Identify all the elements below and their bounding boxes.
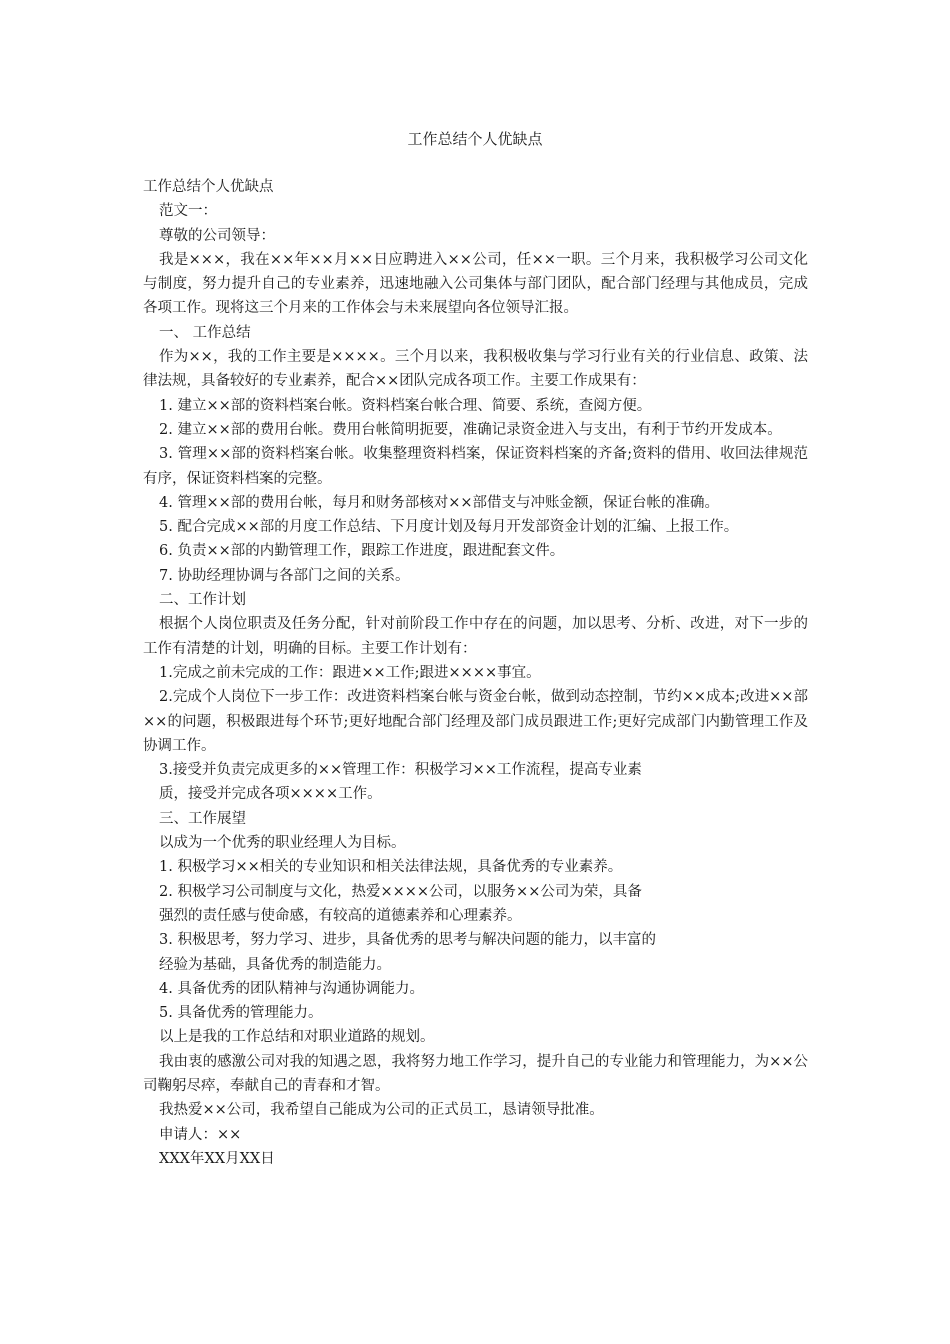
list-item-continuation: 经验为基础，具备优秀的制造能力。 bbox=[159, 956, 391, 973]
list-item: 2. 积极学习公司制度与文化，热爱××××公司，以服务××公司为荣，具备 bbox=[159, 883, 642, 900]
doc-heading: 工作总结个人优缺点 bbox=[143, 179, 274, 195]
list-item: 6. 负责××部的内勤管理工作，跟踪工作进度，跟进配套文件。 bbox=[159, 543, 565, 560]
list-item: 7. 协助经理协调与各部门之间的关系。 bbox=[159, 567, 410, 584]
list-item: 5. 具备优秀的管理能力。 bbox=[159, 1005, 323, 1022]
date-line: XXX年XX月XX日 bbox=[159, 1150, 275, 1167]
document-body bbox=[143, 175, 808, 1171]
paragraph: 我由衷的感激公司对我的知遇之恩，我将努力地工作学习，提升自己的专业能力和管理能力，为××公司鞠躬尽瘁，奉献自己的青春和才智。 bbox=[143, 1053, 808, 1094]
paragraph: 我热爱××公司，我希望自己能成为公司的正式员工，恳请领导批准。 bbox=[159, 1102, 604, 1119]
paragraph: 尊敬的公司领导： bbox=[159, 227, 275, 244]
page-title: 工作总结个人优缺点 bbox=[407, 130, 543, 148]
list-item: 1. 建立××部的资料档案台帐。资料档案台帐合理、简要、系统，查阅方便。 bbox=[159, 397, 652, 414]
list-item: 3. 积极思考，努力学习、进步，具备优秀的思考与解决问题的能力，以丰富的 bbox=[159, 932, 656, 949]
list-item: 5. 配合完成××部的月度工作总结、下月度计划及每月开发部资金计划的汇编、上报工作。 bbox=[159, 519, 739, 536]
signature-line: 申请人：×× bbox=[159, 1126, 242, 1143]
list-item-continuation: 强烈的责任感与使命感，有较高的道德素养和心理素养。 bbox=[159, 907, 522, 924]
list-item: 3. 管理××部的资料档案台帐。收集整理资料档案，保证资料档案的齐备;资料的借用、收回法律规范有序，保证资料档案的完整。 bbox=[143, 446, 808, 487]
list-item: 2. 建立××部的费用台帐。费用台帐简明扼要，准确记录资金进入与支出，有利于节约开发成本。 bbox=[159, 421, 782, 438]
paragraph: 作为××，我的工作主要是××××。三个月以来，我积极收集与学习行业有关的行业信息、政策、法律法规，具备较好的专业素养，配合××团队完成各项工作。主要工作成果有： bbox=[143, 349, 808, 390]
paragraph: 以上是我的工作总结和对职业道路的规划。 bbox=[159, 1029, 435, 1046]
list-item: 2.完成个人岗位下一步工作：改进资料档案台帐与资金台帐，做到动态控制，节约××成本;改进××部××的问题，积极跟进每个环节;更好地配合部门经理及部门成员跟进工作;更好完成部门内勤管理工作及协调工作。 bbox=[143, 689, 808, 754]
list-item: 1. 积极学习××相关的专业知识和相关法律法规，具备优秀的专业素养。 bbox=[159, 859, 623, 876]
paragraph: 我是×××，我在××年××月××日应聘进入××公司，任××一职。三个月来，我积极学习公司文化与制度，努力提升自己的专业素养，迅速地融入公司集体与部门团队，配合部门经理与其他成员，完成各项工作。现将这三个月来的工作体会与未来展望向各位领导汇报。 bbox=[143, 251, 808, 317]
list-item-continuation: 质，接受并完成各项××××工作。 bbox=[159, 786, 382, 803]
list-item: 1.完成之前未完成的工作：跟进××工作;跟进××××事宜。 bbox=[159, 664, 541, 681]
paragraph: 以成为一个优秀的职业经理人为目标。 bbox=[159, 835, 406, 852]
list-item: 4. 管理××部的费用台帐，每月和财务部核对××部借支与冲账金额，保证台帐的准确。 bbox=[159, 494, 720, 511]
list-item: 4. 具备优秀的团队精神与沟通协调能力。 bbox=[159, 980, 424, 997]
section-heading: 二、工作计划 bbox=[159, 592, 246, 609]
list-item: 3.接受并负责完成更多的××管理工作：积极学习××工作流程，提高专业素 bbox=[159, 762, 642, 779]
paragraph: 范文一： bbox=[159, 203, 217, 220]
paragraph: 根据个人岗位职责及任务分配，针对前阶段工作中存在的问题，加以思考、分析、改进，对下一步的工作有清楚的计划，明确的目标。主要工作计划有： bbox=[143, 616, 808, 657]
section-heading: 三、工作展望 bbox=[159, 810, 246, 827]
section-heading: 一、 工作总结 bbox=[159, 324, 251, 341]
